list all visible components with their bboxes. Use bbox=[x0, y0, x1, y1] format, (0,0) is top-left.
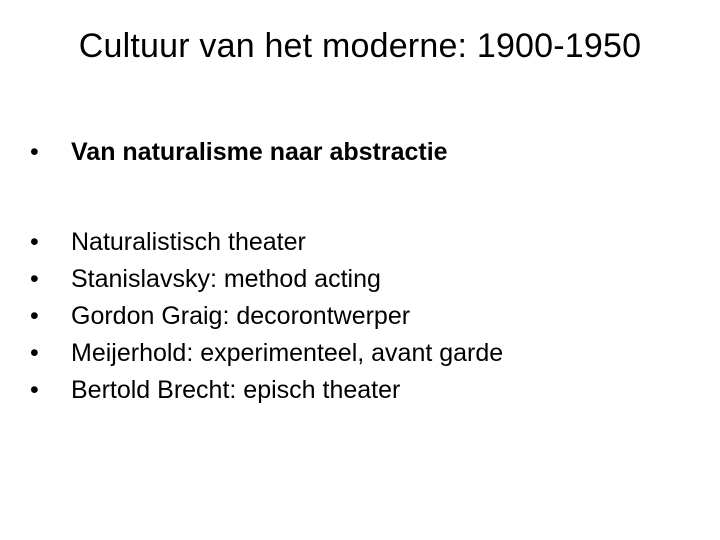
bullet-icon: • bbox=[30, 138, 39, 166]
secondary-bullet-list bbox=[30, 224, 503, 409]
primary-bullet-item bbox=[30, 134, 448, 171]
bullet-text: Gordon Graig: decorontwerper bbox=[71, 302, 411, 330]
bullet-icon: • bbox=[30, 339, 39, 367]
secondary-bullet-item bbox=[30, 261, 503, 298]
bullet-text: Van naturalisme naar abstractie bbox=[71, 138, 448, 166]
bullet-text: Bertold Brecht: episch theater bbox=[71, 376, 401, 404]
secondary-bullet-item bbox=[30, 224, 503, 261]
bullet-text: Stanislavsky: method acting bbox=[71, 265, 381, 293]
secondary-bullet-item bbox=[30, 335, 503, 372]
bullet-icon: • bbox=[30, 302, 39, 330]
bullet-text: Meijerhold: experimenteel, avant garde bbox=[71, 339, 504, 367]
secondary-bullet-item bbox=[30, 298, 503, 335]
bullet-icon: • bbox=[30, 376, 39, 404]
bullet-text: Naturalistisch theater bbox=[71, 228, 306, 256]
bullet-icon: • bbox=[30, 228, 39, 256]
secondary-bullet-item bbox=[30, 372, 503, 409]
bullet-icon: • bbox=[30, 265, 39, 293]
slide-title: Cultuur van het moderne: 1900-1950 bbox=[78, 27, 642, 65]
primary-bullet-list bbox=[30, 134, 448, 171]
